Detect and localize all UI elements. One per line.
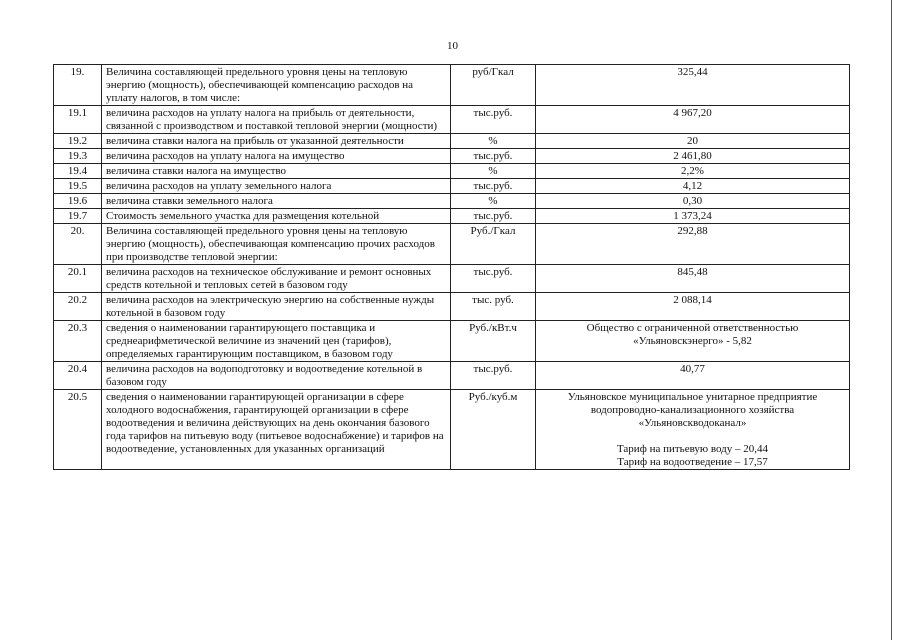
- table-row: [54, 134, 850, 149]
- row-unit: тыс.руб.: [451, 209, 536, 224]
- table-row: [54, 293, 850, 321]
- row-value-line: 1 373,24: [673, 210, 712, 222]
- row-number: 19.3: [54, 149, 102, 164]
- row-description: величина расходов на уплату налога на имущество: [102, 149, 451, 164]
- row-number: 19.6: [54, 194, 102, 209]
- row-unit: тыс. руб.: [451, 293, 536, 321]
- row-value-line: Тариф на водоотведение – 17,57: [617, 456, 768, 468]
- row-value: [536, 65, 850, 106]
- table-row: [54, 179, 850, 194]
- row-unit: %: [451, 164, 536, 179]
- row-value: [536, 209, 850, 224]
- table-row: [54, 321, 850, 362]
- page-number: 10: [447, 40, 458, 52]
- row-number: 19.2: [54, 134, 102, 149]
- row-unit: тыс.руб.: [451, 362, 536, 390]
- row-description: Величина составляющей предельного уровня цены на тепловую энергию (мощность), обеспечивающая компенсацию прочих расходов при производстве тепловой энергии:: [102, 224, 451, 265]
- row-description: величина ставки налога на прибыль от указанной деятельности: [102, 134, 451, 149]
- row-number: 20.3: [54, 321, 102, 362]
- row-number: 20.1: [54, 265, 102, 293]
- row-number: 20.: [54, 224, 102, 265]
- row-value-line: 4 967,20: [673, 107, 712, 119]
- row-unit: тыс.руб.: [451, 106, 536, 134]
- row-value-line: водопроводно-канализационного хозяйства: [590, 404, 795, 416]
- row-value-line: 0,30: [682, 195, 703, 207]
- table-row: [54, 194, 850, 209]
- row-value-line: «Ульяновскэнерго» - 5,82: [633, 335, 752, 347]
- row-description: Стоимость земельного участка для размещения котельной: [102, 209, 451, 224]
- row-unit: руб/Гкал: [451, 65, 536, 106]
- row-value-line: 2,2%: [681, 165, 704, 177]
- table-row: [54, 106, 850, 134]
- table-row: [54, 265, 850, 293]
- row-value-line: «Ульяновскводоканал»: [638, 417, 747, 429]
- row-value-line: 325,44: [677, 66, 708, 78]
- row-description: величина расходов на уплату земельного налога: [102, 179, 451, 194]
- row-number: 19.7: [54, 209, 102, 224]
- row-description: величина расходов на электрическую энергию на собственные нужды котельной в базовом году: [102, 293, 451, 321]
- table-row: [54, 65, 850, 106]
- row-unit: Руб./куб.м: [451, 390, 536, 470]
- row-description: величина ставки земельного налога: [102, 194, 451, 209]
- row-description: величина расходов на уплату налога на прибыль от деятельности, связанной с производством и поставкой тепловой энергии (мощности): [102, 106, 451, 134]
- row-value: [536, 164, 850, 179]
- row-unit: %: [451, 134, 536, 149]
- row-number: 20.2: [54, 293, 102, 321]
- table-row: [54, 362, 850, 390]
- row-number: 19.5: [54, 179, 102, 194]
- table-row: [54, 224, 850, 265]
- row-value: [536, 149, 850, 164]
- row-unit: %: [451, 194, 536, 209]
- row-value-line: Тариф на питьевую воду – 20,44: [616, 443, 769, 455]
- row-value: [536, 265, 850, 293]
- table-row: [54, 149, 850, 164]
- row-description: величина ставки налога на имущество: [102, 164, 451, 179]
- row-description: сведения о наименовании гарантирующего поставщика и среднеарифметической величине из значений цен (тарифов), определяемых гарантирующим поставщиком, в базовом году: [102, 321, 451, 362]
- row-value-line: 292,88: [677, 225, 708, 237]
- row-unit: тыс.руб.: [451, 179, 536, 194]
- row-number: 20.4: [54, 362, 102, 390]
- row-value: [536, 293, 850, 321]
- row-unit: тыс.руб.: [451, 149, 536, 164]
- row-value-line: 4,12: [682, 180, 703, 192]
- row-value-line: Общество с ограниченной ответственностью: [586, 322, 799, 334]
- row-value: [536, 390, 850, 470]
- row-unit: Руб./кВт.ч: [451, 321, 536, 362]
- table-row: [54, 390, 850, 470]
- row-value: [536, 194, 850, 209]
- row-value-line: 2 461,80: [673, 150, 712, 162]
- row-number: 19.4: [54, 164, 102, 179]
- row-value-line: 2 088,14: [673, 294, 712, 306]
- row-number: 19.1: [54, 106, 102, 134]
- table-row: [54, 209, 850, 224]
- row-number: 19.: [54, 65, 102, 106]
- page-edge-line: [891, 0, 892, 640]
- row-unit: Руб./Гкал: [451, 224, 536, 265]
- table-body: [54, 65, 850, 470]
- row-description: сведения о наименовании гарантирующей организации в сфере холодного водоснабжения, гарантирующей организации в сфере водоотведения и величина действующих на день окончания базового года тарифов на питьевую воду (питьевое водоснабжение) и тарифов на водоотведение, установленных для указанных организаций: [102, 390, 451, 470]
- row-number: 20.5: [54, 390, 102, 470]
- row-description: величина расходов на водоподготовку и водоотведение котельной в базовом году: [102, 362, 451, 390]
- row-value: [536, 362, 850, 390]
- row-description: Величина составляющей предельного уровня цены на тепловую энергию (мощность), обеспечивающей компенсацию расходов на уплату налогов, в том числе:: [102, 65, 451, 106]
- row-value: [536, 321, 850, 362]
- tariff-table: [53, 64, 850, 470]
- row-value-line: 845,48: [677, 266, 708, 278]
- row-value: [536, 224, 850, 265]
- row-value: [536, 106, 850, 134]
- row-value-line: 20: [687, 135, 698, 147]
- row-description: величина расходов на техническое обслуживание и ремонт основных средств котельной и тепловых сетей в базовом году: [102, 265, 451, 293]
- table-row: [54, 164, 850, 179]
- row-value-line: Ульяновское муниципальное унитарное предприятие: [567, 391, 818, 403]
- row-value-line: 40,77: [680, 363, 705, 375]
- row-unit: тыс.руб.: [451, 265, 536, 293]
- row-value: [536, 179, 850, 194]
- row-value: [536, 134, 850, 149]
